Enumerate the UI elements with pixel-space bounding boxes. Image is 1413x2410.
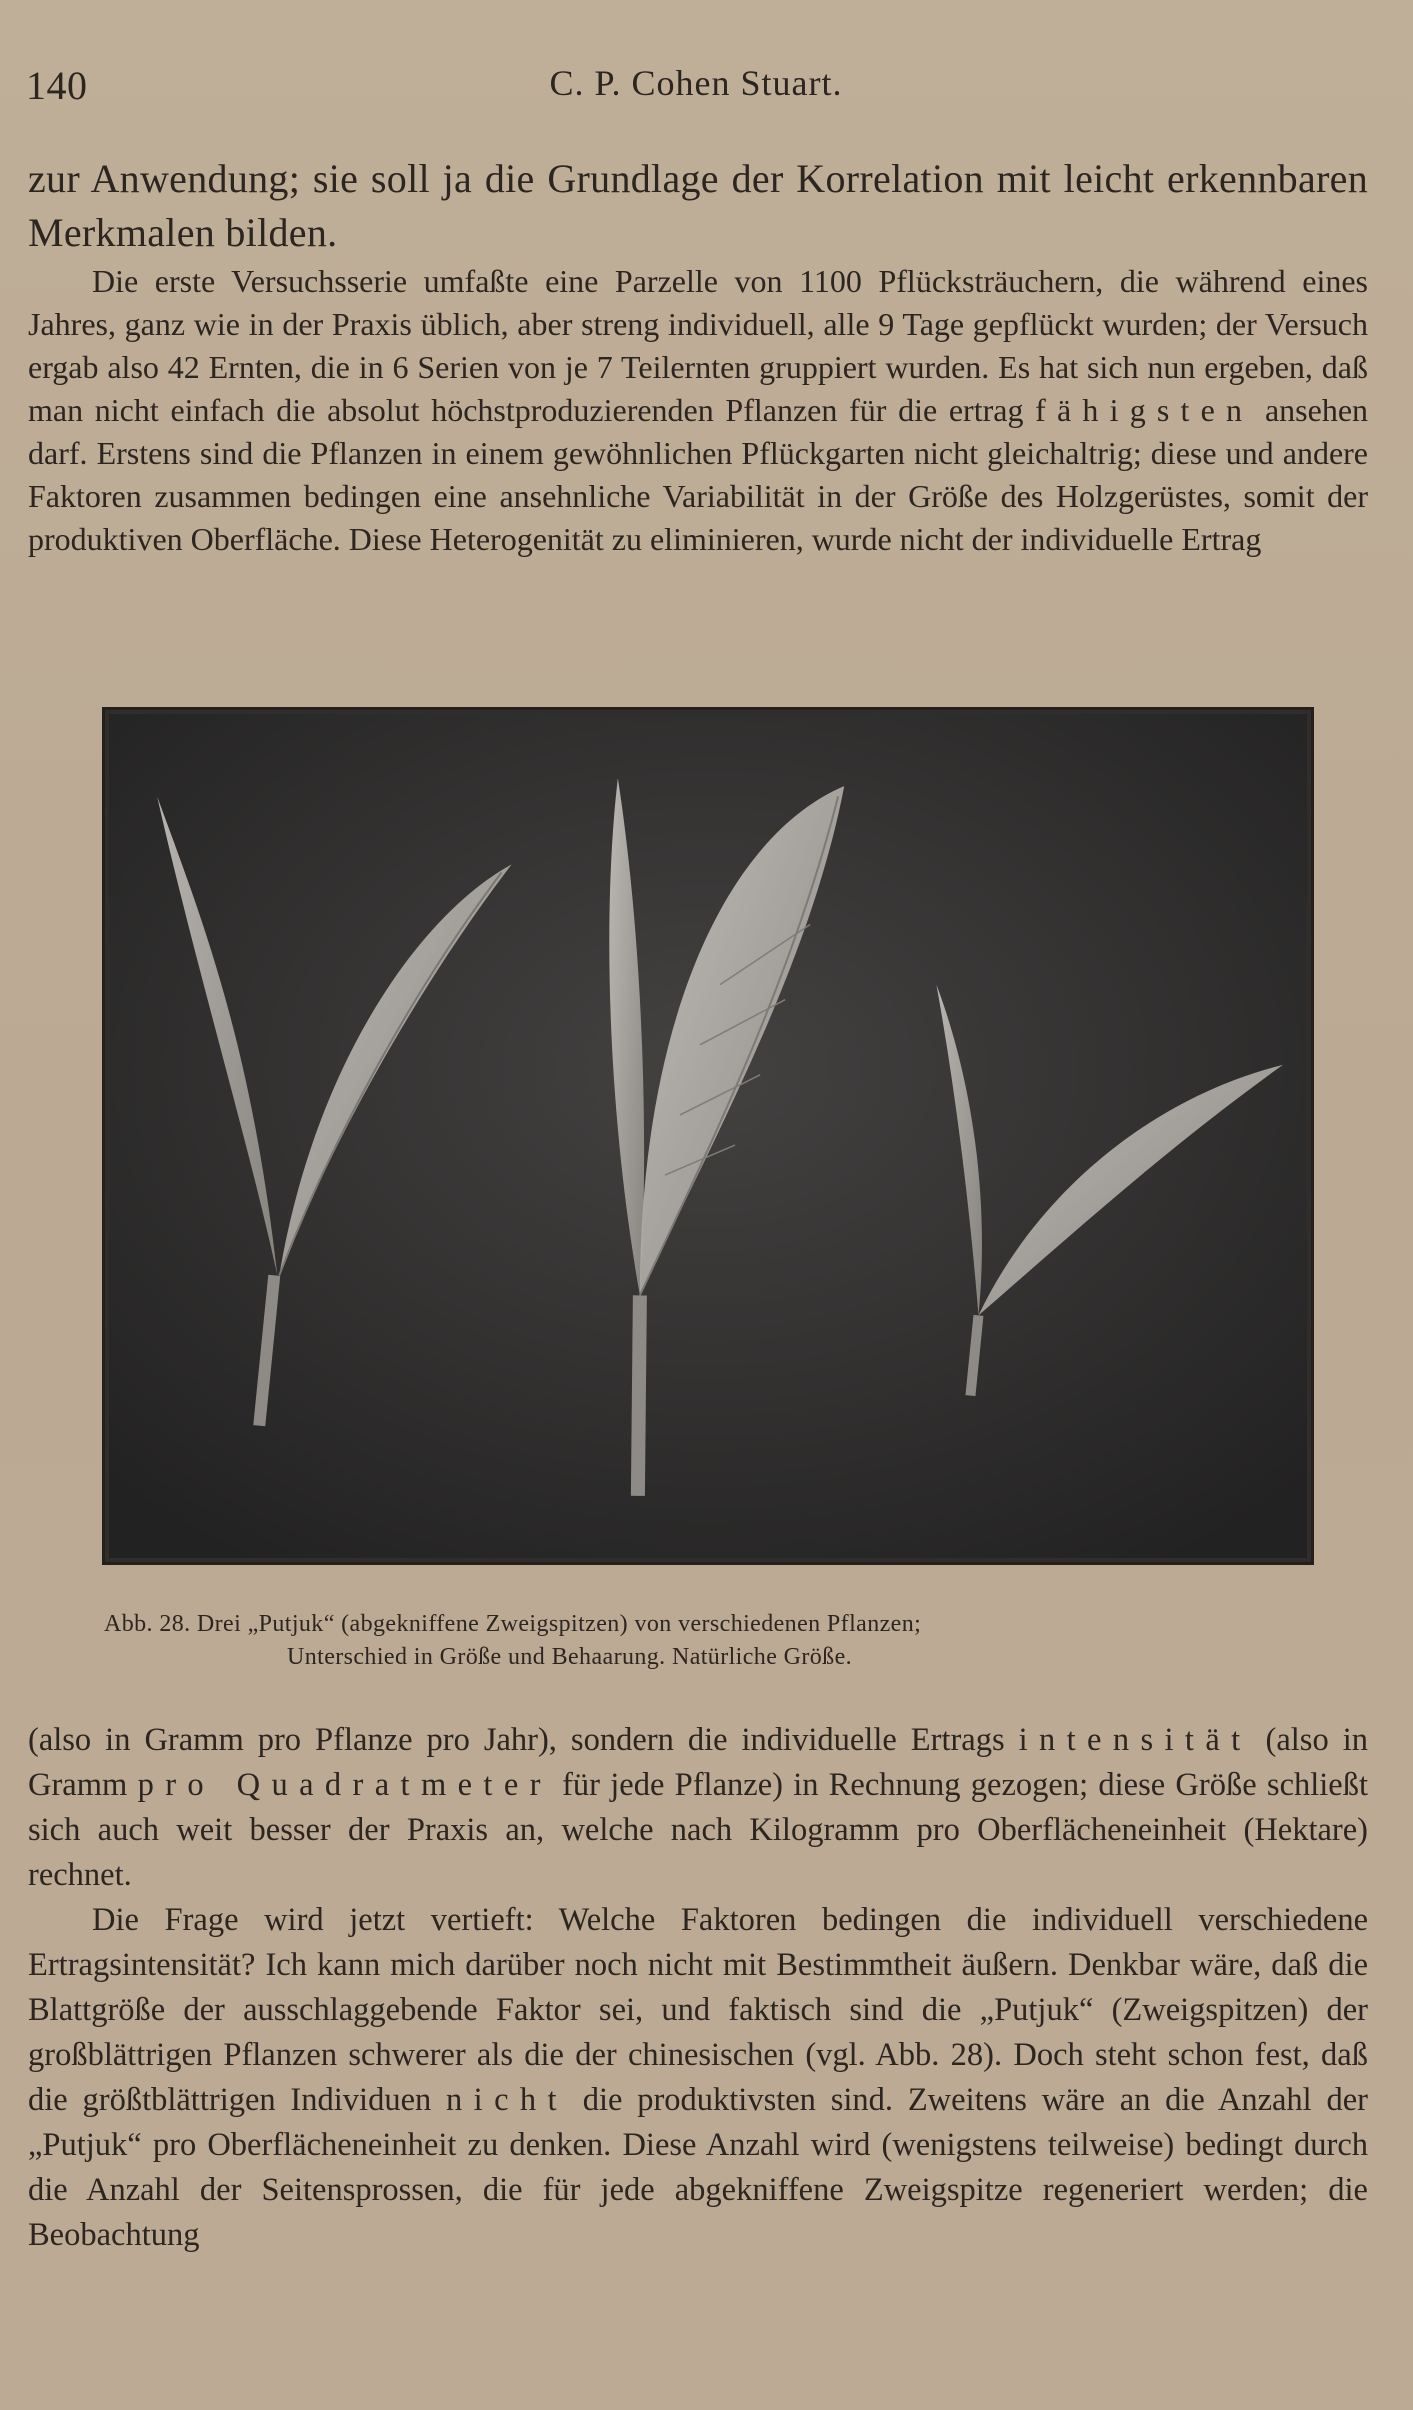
paragraph-text: (also in Gramm (28, 1722, 1368, 1803)
figure-photo (102, 707, 1314, 1565)
paragraph-text: ansehen darf. Erstens sind die Pflanzen in einem gewöhnlichen Pflückgarten nicht gleichaltrig; diese und andere Faktoren zusammen bedingen eine ansehnliche Variabilität in der Größe des Holzgerüstes, somit der produktiven Oberfläche. Diese Heterogenität zu eliminieren, wurde nicht der individuelle Ertrag (28, 392, 1369, 557)
paragraph-text: (also in Gramm pro Pflanze pro Jahr), sondern die individuelle Ertrags (28, 1722, 1005, 1758)
paragraph-text: Die erste Versuchsserie umfaßte eine Parzelle von 1100 Pflücksträuchern, die während eines Jahres, ganz wie in der Praxis üblich, aber streng individuell, alle 9 Tage gepflückt wurden; der Versuch ergab also 42 Ernten, die in 6 Serien von je 7 Teilernten gruppiert wurden. Es hat sich nun ergeben, daß man nicht einfach die absolut höchstproduzierenden Pflanzen für die ertrag (28, 263, 1368, 428)
paragraph-text: für jede Pflanze) in Rechnung gezogen; diese Größe schließt sich auch weit besser der Praxis an, welche nach Kilogramm pro Oberflächeneinheit (Hektare) rechnet. (28, 1767, 1369, 1893)
paragraph-first-series (28, 260, 1368, 561)
top-text-block (28, 152, 1368, 561)
page-number: 140 (26, 63, 88, 108)
spaced-emphasis: nicht (446, 2082, 568, 2118)
lead-paragraph: zur Anwendung; sie soll ja die Grundlage der Korrelation mit leicht erkennbaren Merkmalen bilden. (28, 156, 1368, 255)
figure-caption (104, 1608, 1316, 1674)
paragraph-text: die produktivsten sind. Zweitens wäre an die Anzahl der „Putjuk“ pro Oberflächeneinheit zu denken. Diese Anzahl wird (wenigstens teilweise) bedingt durch die Anzahl der Seitensprossen, die für jede abgekniffene Zweigspitze regeneriert werden; die Beobachtung (28, 2082, 1369, 2253)
spaced-emphasis: fähigsten (1035, 392, 1254, 428)
caption-line-1: Abb. 28. Drei „Putjuk“ (abgekniffene Zweigspitzen) von verschiedenen Pflanzen; (104, 1611, 922, 1637)
paragraph-text: Die Frage wird jetzt vertieft: Welche Faktoren bedingen die individuell verschiedene Ertragsintensität? Ich kann mich darüber noch nicht mit Bestimmtheit äußern. Denkbar wäre, daß die Blattgröße der ausschlaggebende Faktor sei, und faktisch sind die „Putjuk“ (Zweigspitzen) der großblättrigen Pflanzen schwerer als die der chinesischen (vgl. Abb. 28). Doch steht schon fest, daß die größtblättrigen Individuen (28, 1902, 1368, 2118)
paragraph-intensity (28, 1718, 1368, 1898)
running-head: C. P. Cohen Stuart. (549, 63, 843, 103)
bottom-text-block (28, 1718, 1368, 2258)
page-header (26, 62, 1366, 112)
spaced-emphasis: intensität (1018, 1722, 1252, 1758)
spaced-emphasis: pro Quadratmeter (137, 1767, 552, 1803)
paragraph-question (28, 1898, 1368, 2258)
tea-shoots-photo (109, 714, 1307, 1558)
caption-line-2: Unterschied in Größe und Behaarung. Natürliche Größe. (287, 1644, 853, 1670)
